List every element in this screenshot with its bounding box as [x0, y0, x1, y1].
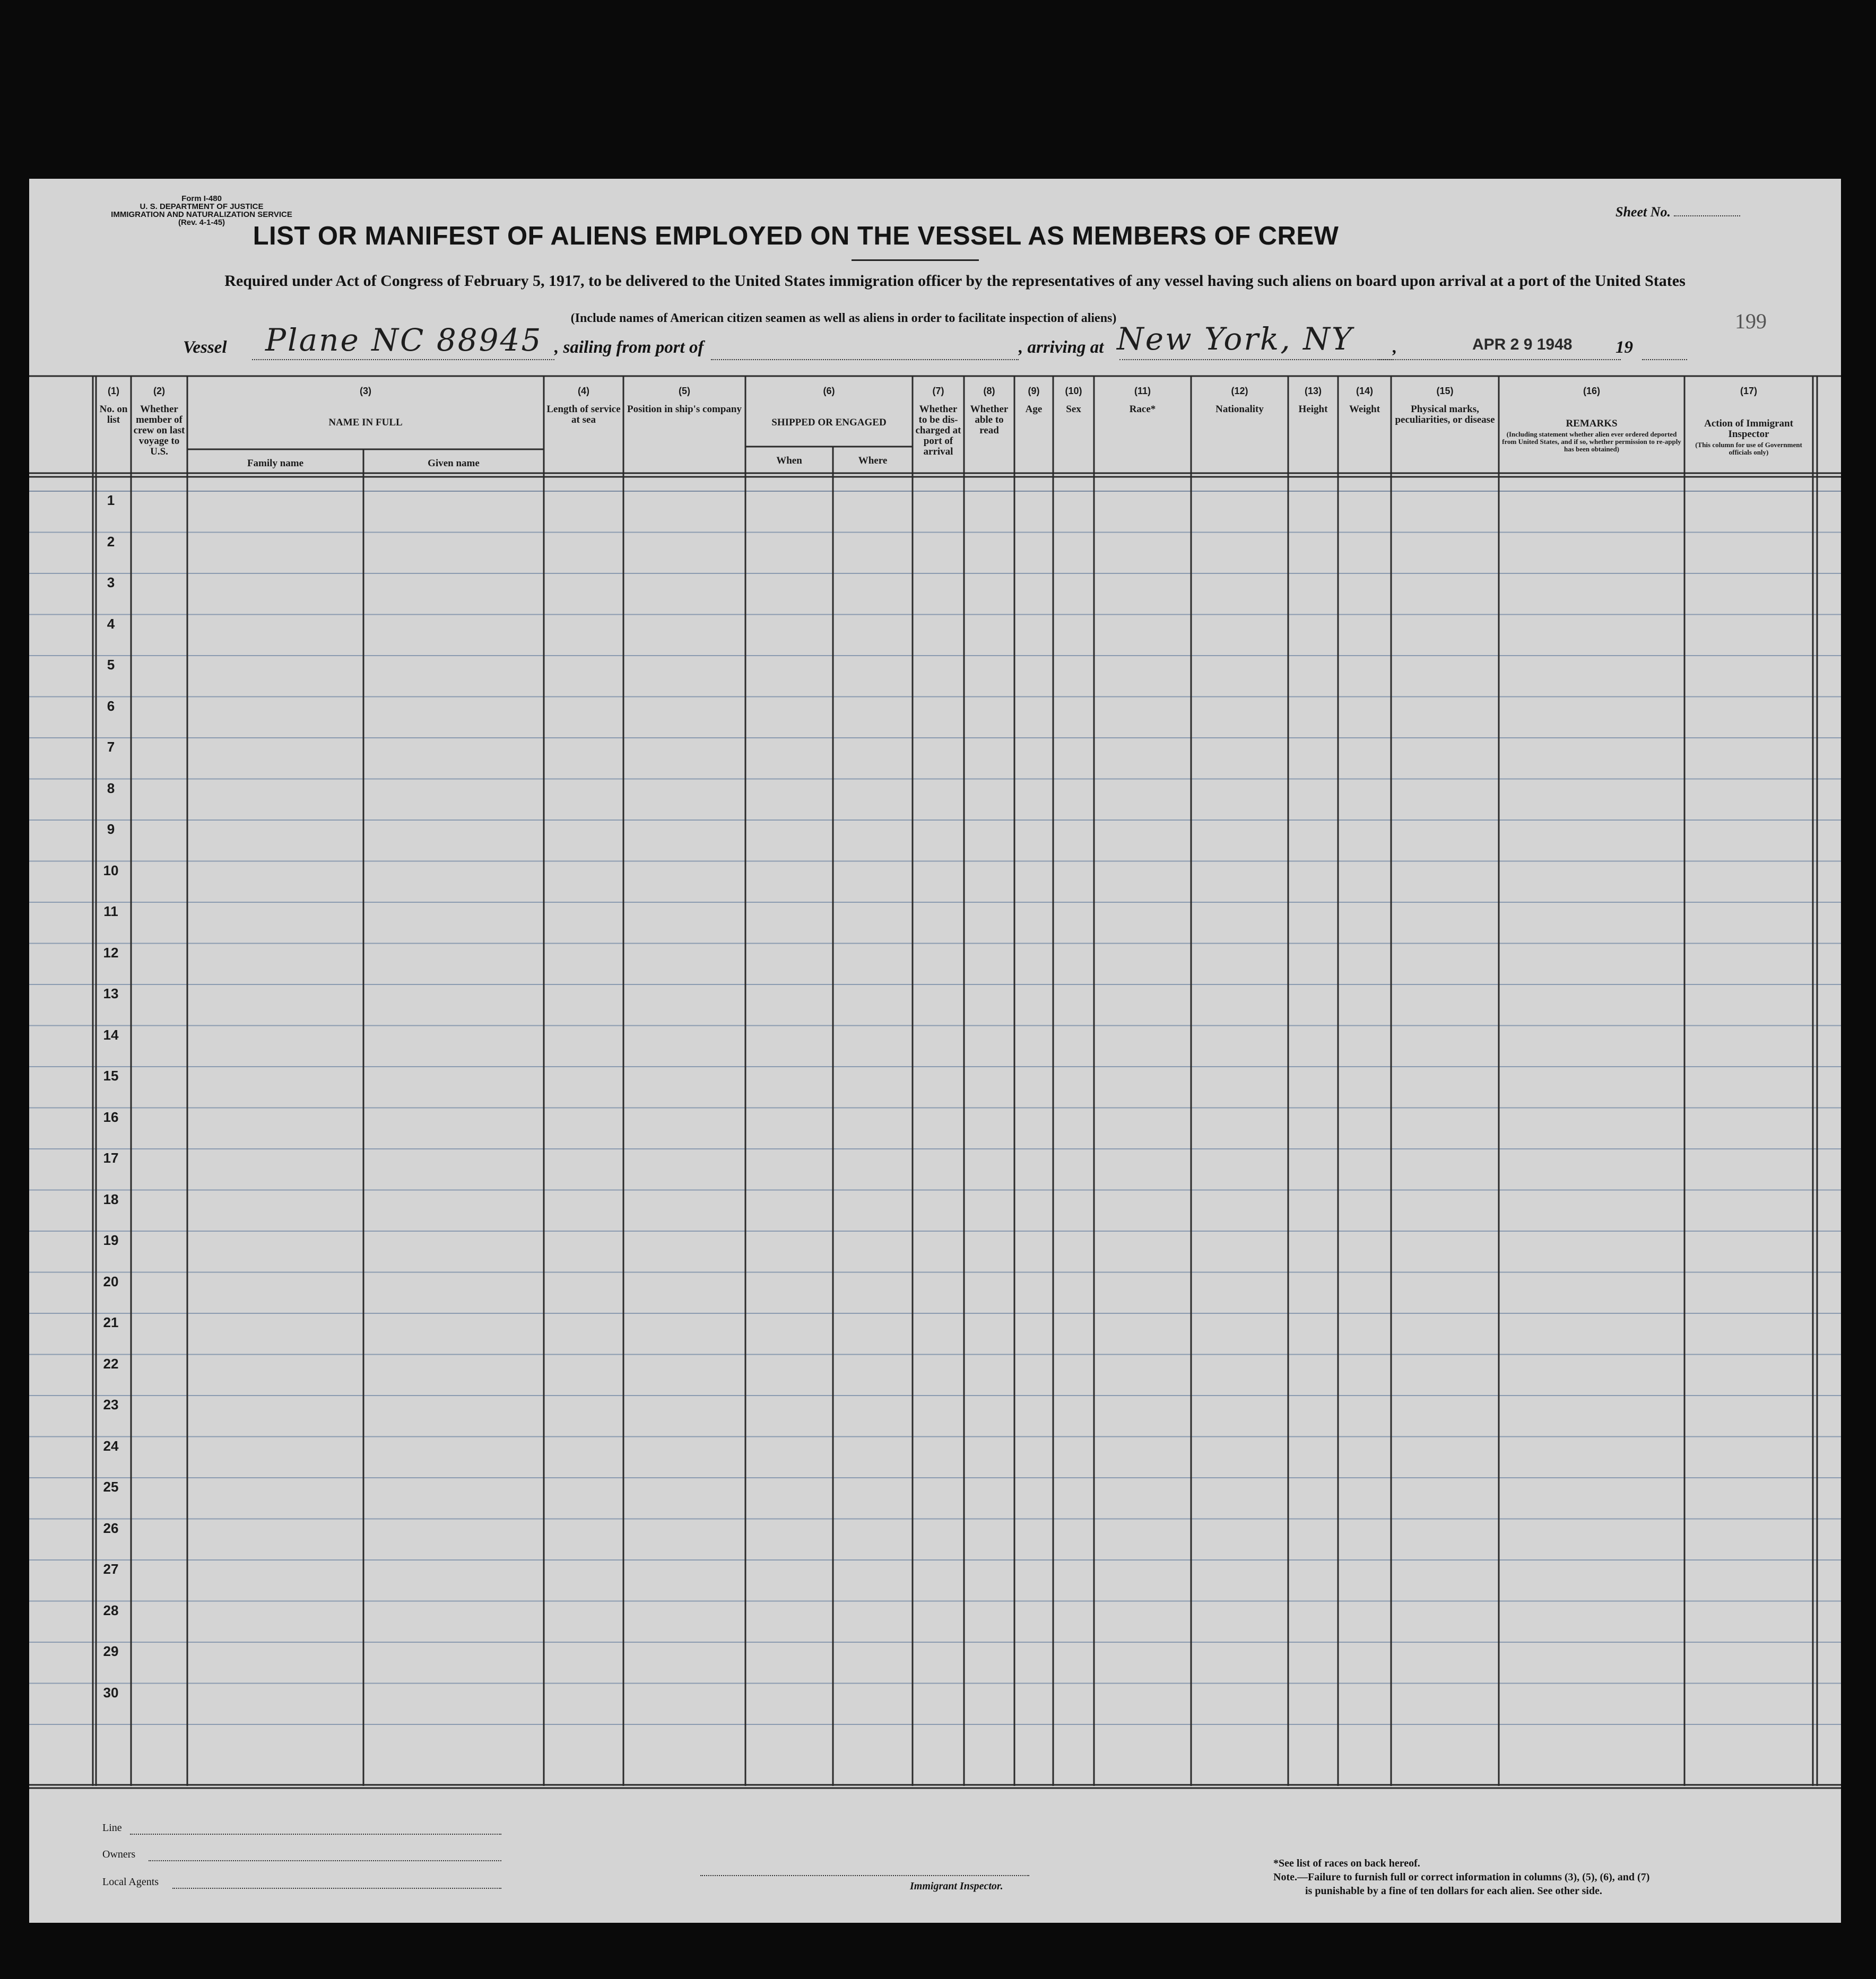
manifest-sheet	[29, 179, 1841, 1923]
inspector-label: Immigrant Inspector.	[910, 1880, 1003, 1892]
vessel-handwritten[interactable]: Plane NC 88945	[265, 322, 543, 358]
row-number: 19	[103, 1232, 119, 1248]
column-header: Position in ship's company	[627, 404, 742, 415]
row-number: 12	[103, 944, 119, 961]
agents-field[interactable]	[172, 1888, 501, 1889]
arriving-handwritten[interactable]: New York, NY	[1117, 321, 1354, 357]
column-header: Age	[1025, 404, 1043, 415]
penalty-note-2: is punishable by a fine of ten dollars for each alien. See other side.	[1305, 1885, 1602, 1897]
penalty-note-1: Note.—Failure to furnish full or correct information in columns (3), (5), (6), and (7)	[1273, 1871, 1650, 1883]
row-number: 2	[107, 533, 115, 550]
column-number: (17)	[1740, 386, 1757, 396]
race-note: *See list of races on back hereof.	[1273, 1858, 1420, 1869]
page-note: (Include names of American citizen seamen as well as aliens in order to facilitate inspection of aliens)	[570, 311, 1117, 325]
year-field[interactable]	[1642, 359, 1687, 360]
row-number: 21	[103, 1314, 119, 1330]
column-number: (2)	[153, 386, 165, 396]
row-number: 1	[107, 492, 115, 508]
column-header: Physical marks, peculiarities, or disease	[1395, 404, 1495, 425]
column-subheader: Family name	[247, 458, 304, 469]
column-number: (16)	[1583, 386, 1600, 396]
column-header: REMARKS	[1566, 418, 1618, 429]
column-number: (14)	[1356, 386, 1373, 396]
column-header: Whether to be dis-charged at port of arrival	[915, 404, 961, 457]
column-header: Sex	[1066, 404, 1081, 415]
row-number: 18	[103, 1191, 119, 1207]
row-number: 23	[103, 1397, 119, 1413]
form-revision: (Rev. 4-1-45)	[178, 218, 225, 227]
arriving-label: , arriving at	[1019, 338, 1104, 357]
row-number: 26	[103, 1520, 119, 1536]
row-number: 15	[103, 1068, 119, 1084]
inspector-signature-field[interactable]	[700, 1875, 1029, 1876]
row-number: 8	[107, 780, 115, 796]
row-number: 7	[107, 739, 115, 755]
owners-label: Owners	[102, 1849, 136, 1860]
date-stamp: APR 2 9 1948	[1472, 336, 1573, 353]
owners-field[interactable]	[149, 1860, 501, 1861]
arriving-dotline	[1119, 359, 1393, 360]
column-number: (8)	[983, 386, 995, 396]
column-number: (5)	[679, 386, 690, 396]
row-number: 10	[103, 862, 119, 878]
column-header: Height	[1298, 404, 1328, 415]
column-header: Race*	[1129, 404, 1156, 415]
column-header-detail: (Including statement whether alien ever ordered deported from United States, and if so, whether permission to re-apply has been obtained)	[1502, 430, 1681, 453]
row-number: 14	[103, 1026, 119, 1043]
row-number: 27	[103, 1561, 119, 1577]
column-header: Nationality	[1215, 404, 1264, 415]
row-number: 5	[107, 657, 115, 673]
footer-notes	[1273, 1856, 1649, 1898]
row-number: 4	[107, 615, 115, 632]
date-dotline	[1377, 359, 1621, 360]
column-header: Action of Immigrant Inspector	[1704, 418, 1793, 440]
column-subheader: Given name	[428, 458, 480, 469]
row-number: 16	[103, 1109, 119, 1125]
row-number: 22	[103, 1355, 119, 1372]
column-number: (9)	[1028, 386, 1040, 396]
column-number: (1)	[108, 386, 119, 396]
page-title: LIST OR MANIFEST OF ALIENS EMPLOYED ON THE VESSEL AS MEMBERS OF CREW	[253, 222, 1339, 250]
line-field[interactable]	[130, 1834, 501, 1835]
column-header: Whether able to read	[970, 404, 1009, 436]
column-header: No. on list	[99, 404, 128, 425]
row-number: 29	[103, 1643, 119, 1659]
column-number: (4)	[578, 386, 589, 396]
row-number: 24	[103, 1437, 119, 1454]
row-number: 28	[103, 1602, 119, 1618]
vessel-label: Vessel	[183, 338, 227, 357]
sheet-number-label: Sheet No.	[1616, 204, 1671, 220]
column-number: (13)	[1304, 386, 1322, 396]
row-number: 6	[107, 698, 115, 714]
column-number: (7)	[932, 386, 944, 396]
column-header: Weight	[1349, 404, 1380, 415]
sailing-port-field[interactable]	[711, 359, 1019, 360]
year-prefix: 19	[1616, 338, 1633, 357]
column-number: (6)	[823, 386, 835, 396]
form-department: U. S. DEPARTMENT OF JUSTICE	[140, 202, 264, 211]
sailing-label: , sailing from port of	[554, 338, 704, 357]
row-number: 25	[103, 1479, 119, 1495]
column-header: NAME IN FULL	[328, 417, 403, 428]
agents-label: Local Agents	[102, 1876, 159, 1888]
line-label: Line	[102, 1822, 122, 1834]
column-number: (15)	[1436, 386, 1454, 396]
vessel-dotline	[252, 359, 554, 360]
stamp-number: 199	[1735, 309, 1767, 333]
page-subtitle: Required under Act of Congress of February 5, 1917, to be delivered to the United States immigration officer by the representatives of any vessel having such aliens on board upon arrival at a port of the United States	[224, 272, 1686, 290]
column-number: (3)	[360, 386, 371, 396]
form-service: IMMIGRATION AND NATURALIZATION SERVICE	[111, 210, 292, 219]
row-number: 3	[107, 574, 115, 590]
column-header-detail: (This column for use of Government officials only)	[1695, 441, 1802, 456]
form-number: Form I-480	[181, 194, 222, 203]
column-number: (12)	[1231, 386, 1248, 396]
row-number: 20	[103, 1273, 119, 1289]
comma: ,	[1393, 338, 1397, 357]
sheet-number-field[interactable]	[1616, 204, 1740, 220]
column-header: Length of service at sea	[546, 404, 621, 425]
row-number: 30	[103, 1684, 119, 1701]
column-subheader: When	[776, 455, 802, 466]
column-number: (10)	[1065, 386, 1082, 396]
column-header: SHIPPED OR ENGAGED	[771, 417, 887, 428]
column-header: Whether member of crew on last voyage to U.S.	[133, 404, 185, 457]
row-number: 13	[103, 986, 119, 1001]
row-number: 9	[107, 821, 115, 837]
title-rule	[852, 259, 979, 261]
column-number: (11)	[1134, 386, 1151, 396]
row-number: 11	[103, 903, 118, 919]
column-subheader: Where	[858, 455, 888, 466]
row-number: 17	[103, 1150, 119, 1166]
